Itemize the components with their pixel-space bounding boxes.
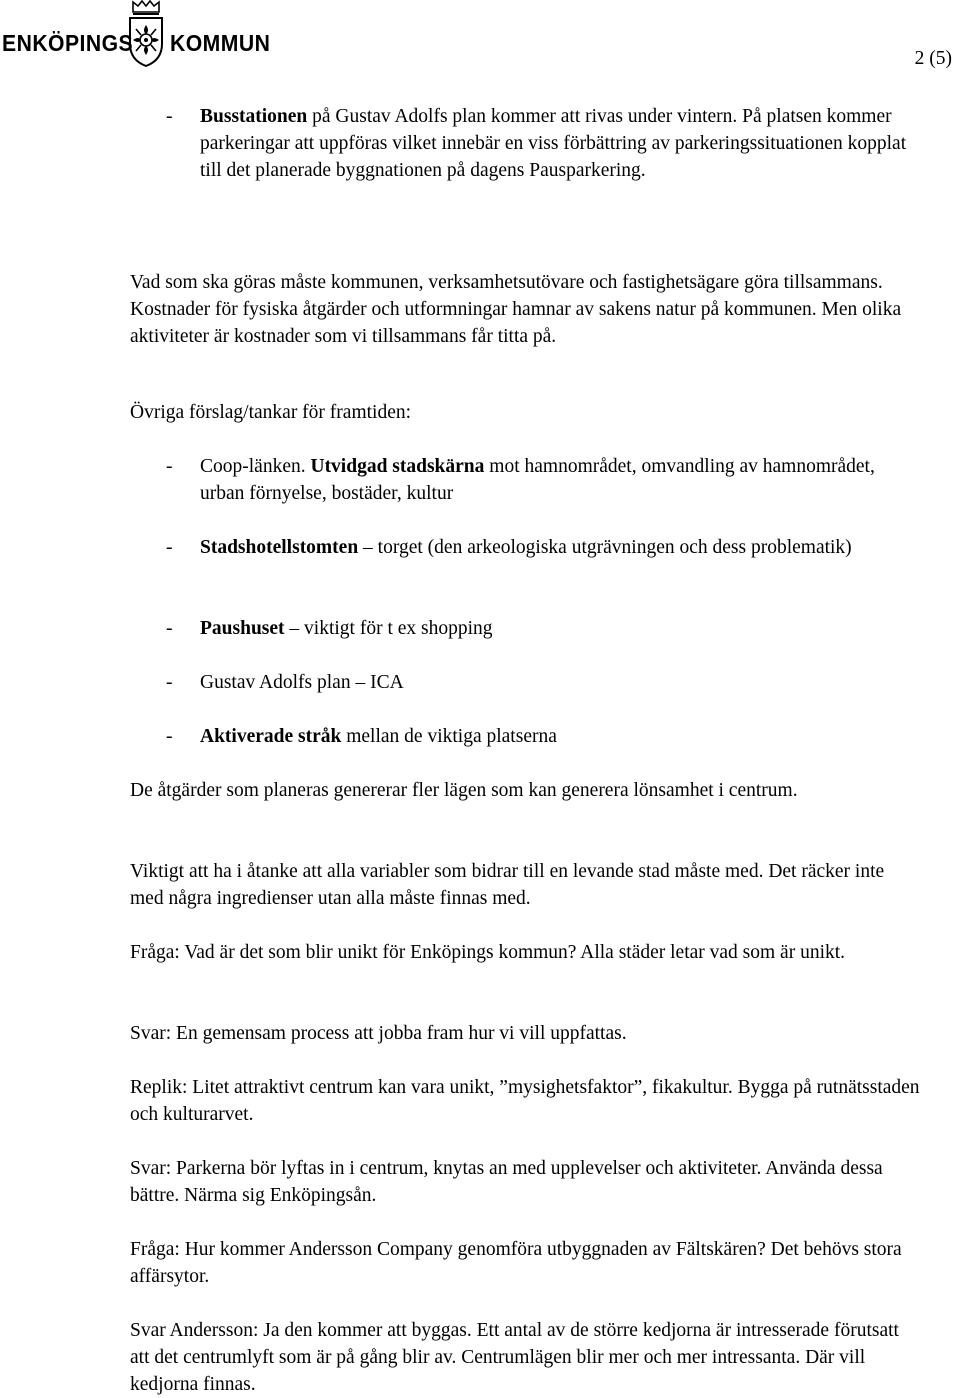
page-number: 2 (5) xyxy=(914,48,952,69)
bold-term: Aktiverade stråk xyxy=(200,726,342,747)
bullet-item xyxy=(130,453,920,507)
text-run: Svar: En gemensam process att jobba fram hur vi vill uppfattas. xyxy=(130,1023,627,1044)
bullet-dash: - xyxy=(166,537,173,558)
bold-term: Utvidgad stadskärna xyxy=(310,456,485,477)
text-run: Fråga: Hur kommer Andersson Company genomföra utbyggnaden av Fältskären? Det behövs stora affärsytor. xyxy=(130,1239,902,1287)
bullet-dash: - xyxy=(166,672,173,693)
bullet-dash: - xyxy=(166,726,173,747)
text-run: Gustav Adolfs plan – ICA xyxy=(200,672,404,693)
text-run: mot hamnområdet, omvandling av hamnområdet, urban förnyelse, bostäder, kultur xyxy=(200,456,875,504)
text-run: Viktigt att ha i åtanke att alla variabler som bidrar till en levande stad måste med. Det räcker inte med några ingredienser utan alla måste finnas med. xyxy=(130,861,885,909)
paragraph xyxy=(130,399,920,426)
paragraph xyxy=(130,1074,920,1128)
text-run: mellan de viktiga platserna xyxy=(341,726,557,747)
text-run: Replik: Litet attraktivt centrum kan vara unikt, ”mysighetsfaktor”, fikakultur. Bygga på rutnätsstaden och kulturarvet. xyxy=(130,1077,920,1125)
bullet-dash: - xyxy=(166,456,173,477)
paragraph xyxy=(130,1236,920,1290)
logo-text-right: KOMMUN xyxy=(170,30,271,56)
text-run: Fråga: Vad är det som blir unikt för Enköpings kommun? Alla städer letar vad som är unikt. xyxy=(130,942,846,963)
paragraph xyxy=(130,858,920,912)
text-run: på Gustav Adolfs plan kommer att rivas under vintern. På platsen kommer parkeringar att uppföras vilket innebär en viss förbättring av parkeringssituationen kopplat till det planerade byggnationen på dagens Pausparkering. xyxy=(200,106,907,181)
paragraph xyxy=(130,1020,920,1047)
bullet-item xyxy=(130,615,920,642)
text-run: Övriga förslag/tankar för framtiden: xyxy=(130,402,412,423)
coat-of-arms-icon xyxy=(127,0,165,68)
text-run: De åtgärder som planeras genererar fler lägen som kan generera lönsamhet i centrum. xyxy=(130,780,798,801)
bold-term: Busstationen xyxy=(200,106,308,127)
bold-term: Paushuset xyxy=(200,618,285,639)
bullet-item xyxy=(130,103,920,184)
text-run: Svar Andersson: Ja den kommer att byggas. Ett antal av de större kedjorna är intresserade förutsatt att det centrumlyft som är på gång blir av. Centrumlägen blir mer och mer intressanta. Där vill kedjorna finnas. xyxy=(130,1320,899,1395)
text-run: – torget (den arkeologiska utgrävningen och dess problematik) xyxy=(358,537,852,558)
enkopings-kommun-logo xyxy=(0,0,280,72)
text-run: Coop-länken. xyxy=(200,456,311,477)
text-run: Svar: Parkerna bör lyftas in i centrum, knytas an med upplevelser och aktiviteter. Använda dessa bättre. Närma sig Enköpingsån. xyxy=(130,1158,883,1206)
paragraph xyxy=(130,1155,920,1209)
bold-term: Stadshotellstomten xyxy=(200,537,359,558)
logo-text-left: ENKÖPINGS xyxy=(2,30,134,56)
paragraph xyxy=(130,939,920,966)
paragraph xyxy=(130,777,920,804)
paragraph xyxy=(130,1317,920,1398)
bullet-item xyxy=(130,723,920,750)
text-run: – viktigt för t ex shopping xyxy=(284,618,493,639)
text-run: Vad som ska göras måste kommunen, verksamhetsutövare och fastighetsägare göra tillsammans. Kostnader för fysiska åtgärder och utformningar hamnar av sakens natur på kommunen. Men olika aktiviteter är kostnader som vi tillsammans får titta på. xyxy=(130,272,902,347)
paragraph xyxy=(130,269,920,350)
bullet-dash: - xyxy=(166,106,173,127)
bullet-dash: - xyxy=(166,618,173,639)
bullet-item xyxy=(130,534,920,561)
bullet-item xyxy=(130,669,920,696)
